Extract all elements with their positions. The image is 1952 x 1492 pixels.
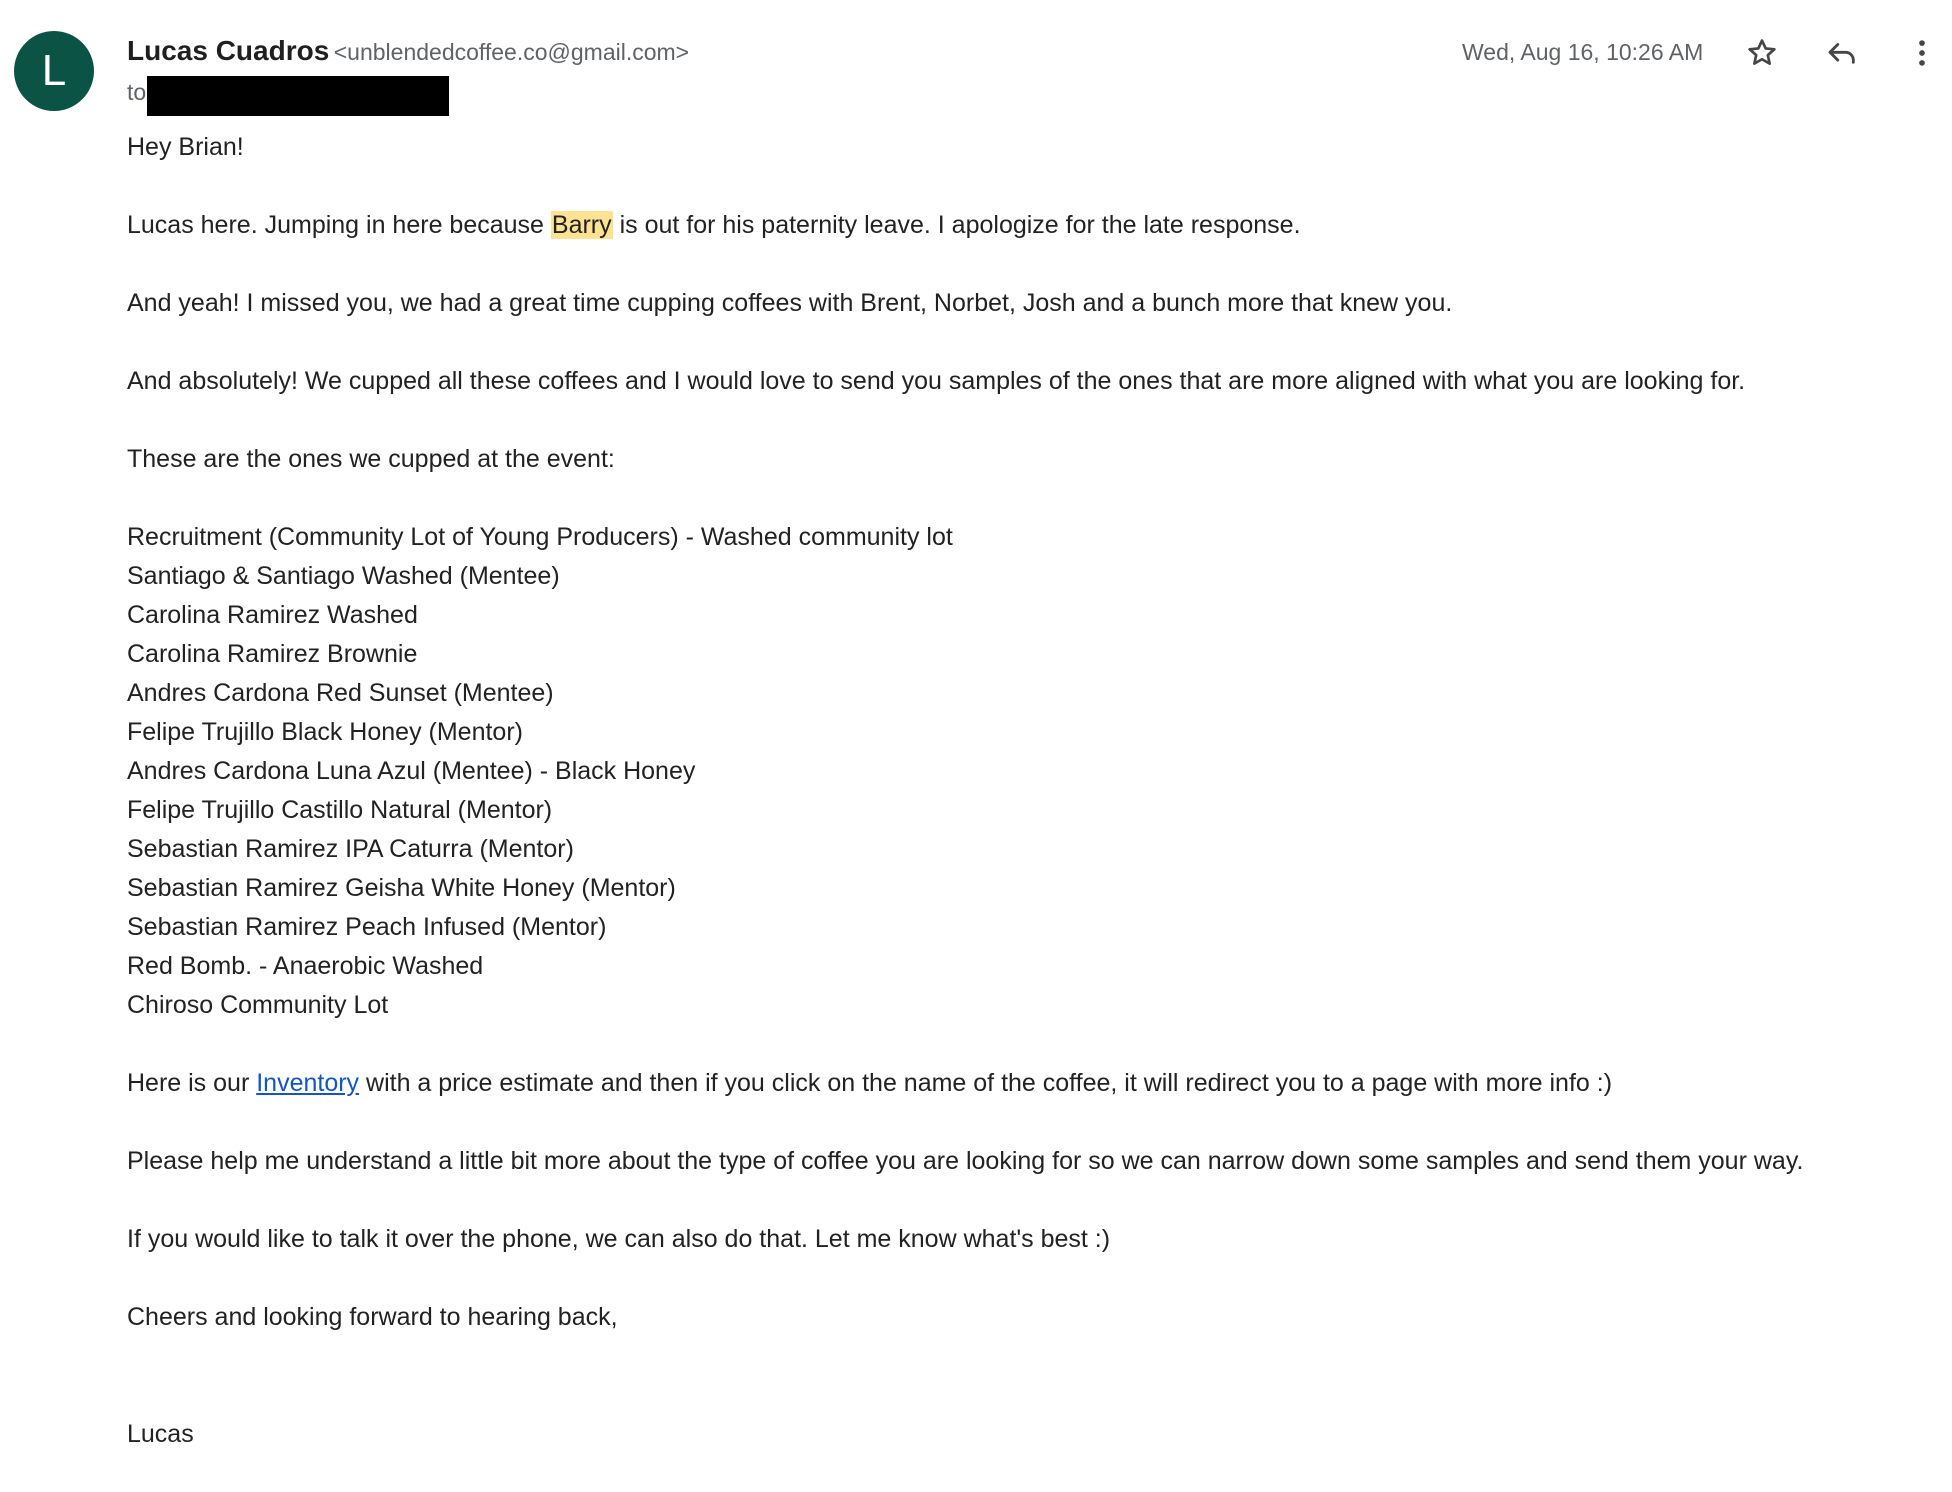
star-icon bbox=[1745, 36, 1779, 70]
list-item: Santiago & Santiago Washed (Mentee) bbox=[127, 562, 560, 590]
avatar-initial: L bbox=[41, 46, 67, 95]
email-body bbox=[127, 128, 1927, 1454]
list-item: Andres Cardona Luna Azul (Mentee) - Black Honey bbox=[127, 757, 696, 785]
more-options-button[interactable] bbox=[1902, 33, 1942, 73]
paragraph-inventory bbox=[127, 1064, 1927, 1103]
avatar[interactable] bbox=[14, 31, 94, 111]
greeting: Hey Brian! bbox=[127, 133, 244, 161]
email-date: Wed, Aug 16, 10:26 AM bbox=[1462, 39, 1704, 65]
recipient-line bbox=[127, 76, 449, 116]
paragraph-samples: And absolutely! We cupped all these coffees and I would love to send you samples of the ones that are more aligned with what you are looking for. bbox=[127, 367, 1746, 395]
closing: Cheers and looking forward to hearing back, bbox=[127, 1303, 618, 1331]
list-item: Felipe Trujillo Black Honey (Mentor) bbox=[127, 718, 523, 746]
paragraph-intro-start: Lucas here. Jumping in here because bbox=[127, 211, 551, 239]
paragraph-inventory-start: Here is our bbox=[127, 1069, 257, 1097]
list-item: Recruitment (Community Lot of Young Producers) - Washed community lot bbox=[127, 523, 953, 551]
sender-email: <unblendedcoffee.co@gmail.com> bbox=[333, 39, 690, 65]
paragraph-inventory-end: with a price estimate and then if you click on the name of the coffee, it will redirect you to a page with more info :) bbox=[359, 1069, 1613, 1097]
paragraph-phone: If you would like to talk it over the phone, we can also do that. Let me know what's best :) bbox=[127, 1225, 1111, 1253]
list-item: Andres Cardona Red Sunset (Mentee) bbox=[127, 679, 554, 707]
to-label: to bbox=[127, 79, 147, 105]
redacted-recipient bbox=[147, 76, 449, 116]
paragraph-intro-end: is out for his paternity leave. I apologize for the late response. bbox=[612, 211, 1301, 239]
more-vert-icon bbox=[1905, 36, 1939, 70]
list-item: Red Bomb. - Anaerobic Washed bbox=[127, 952, 484, 980]
paragraph-intro bbox=[127, 206, 1927, 245]
list-item: Sebastian Ramirez Peach Infused (Mentor) bbox=[127, 913, 607, 941]
list-item: Carolina Ramirez Washed bbox=[127, 601, 418, 629]
list-item: Felipe Trujillo Castillo Natural (Mentor) bbox=[127, 796, 553, 824]
inventory-link[interactable]: Inventory bbox=[256, 1069, 360, 1097]
paragraph-help: Please help me understand a little bit more about the type of coffee you are looking for so we can narrow down some samples and send them your way. bbox=[127, 1147, 1804, 1175]
sender-line bbox=[127, 33, 689, 74]
list-item: Carolina Ramirez Brownie bbox=[127, 640, 418, 668]
signature: Lucas bbox=[127, 1420, 194, 1448]
highlighted-name: Barry bbox=[551, 211, 612, 239]
reply-icon bbox=[1825, 36, 1859, 70]
paragraph-missed-you: And yeah! I missed you, we had a great time cupping coffees with Brent, Norbet, Josh and a bunch more that knew you. bbox=[127, 289, 1453, 317]
paragraph-list-intro: These are the ones we cupped at the event: bbox=[127, 445, 615, 473]
star-button[interactable] bbox=[1742, 33, 1782, 73]
list-item: Sebastian Ramirez IPA Caturra (Mentor) bbox=[127, 835, 574, 863]
reply-button[interactable] bbox=[1822, 33, 1862, 73]
list-item: Sebastian Ramirez Geisha White Honey (Mentor) bbox=[127, 874, 676, 902]
sender-name[interactable]: Lucas Cuadros bbox=[127, 35, 330, 66]
coffee-list bbox=[127, 518, 1927, 1025]
list-item: Chiroso Community Lot bbox=[127, 991, 389, 1019]
